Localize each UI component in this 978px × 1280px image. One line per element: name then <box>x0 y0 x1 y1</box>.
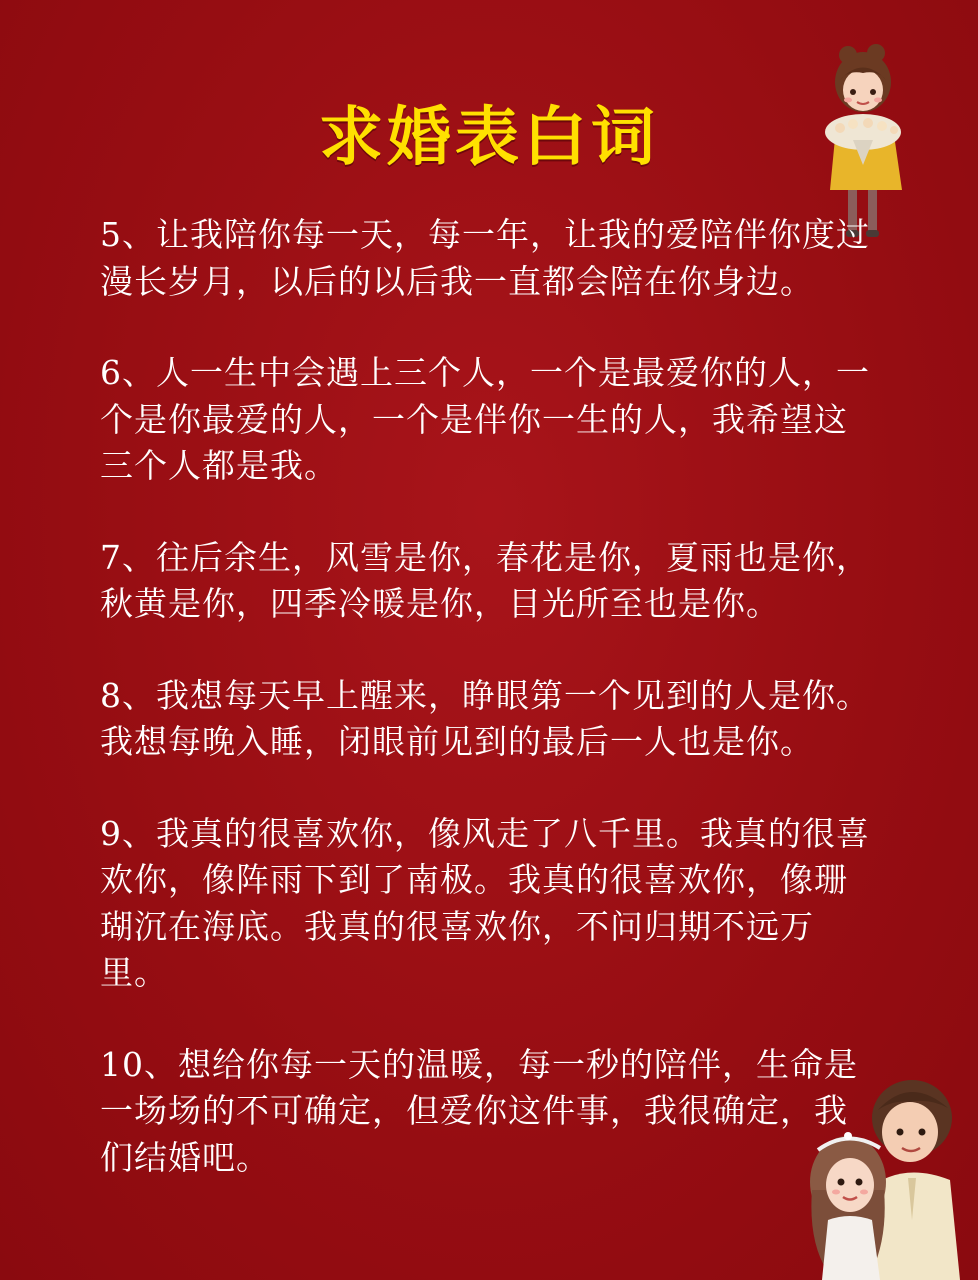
content-list <box>100 212 870 1226</box>
wedding-couple-illustration <box>800 1070 978 1280</box>
list-item: 10、想给你每一天的温暖，每一秒的陪伴，生命是一场场的不可确定，但爱你这件事，我很确定，我们结婚吧。 <box>100 1044 858 1177</box>
list-item: 5、让我陪你每一天，每一年，让我的爱陪伴你度过漫长岁月，以后的以后我一直都会陪在你身边。 <box>100 215 870 301</box>
list-item: 8、我想每天早上醒来，睁眼第一个见到的人是你。我想每晚入睡，闭眼前见到的最后一人也是你。 <box>100 675 870 761</box>
list-item: 7、往后余生，风雪是你，春花是你，夏雨也是你，秋黄是你，四季冷暖是你，目光所至也是你。 <box>100 537 870 623</box>
list-item: 6、人一生中会遇上三个人，一个是最爱你的人，一个是你最爱的人，一个是伴你一生的人，我希望这三个人都是我。 <box>100 353 870 485</box>
list-item: 9、我真的很喜欢你，像风走了八千里。我真的很喜欢你，像阵雨下到了南极。我真的很喜欢你，像珊瑚沉在海底。我真的很喜欢你，不问归期不远万里。 <box>100 813 870 992</box>
page-title: 求婚表白词 <box>319 101 659 175</box>
